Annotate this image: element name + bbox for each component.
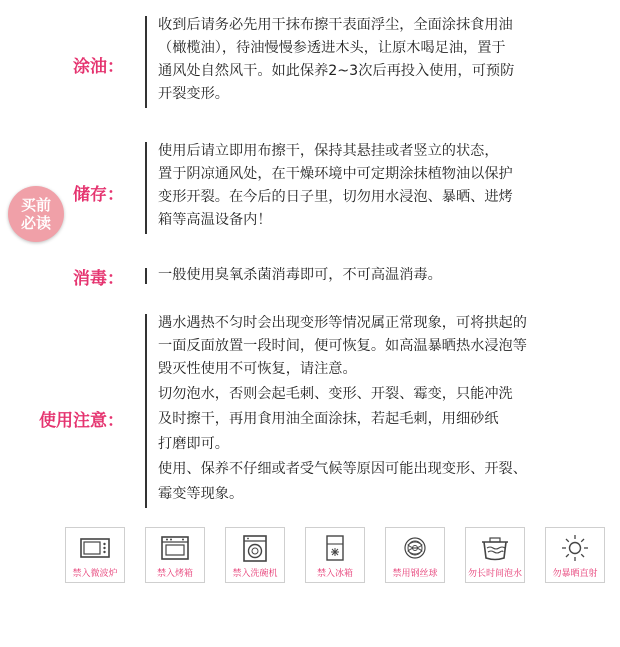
section-disinfect <box>0 263 620 289</box>
icon-caption: 禁用钢丝球 <box>392 569 438 579</box>
text-line: 及时擦干，再用食用油全面涂抹，若起毛刺，用细砂纸 <box>158 411 499 427</box>
section-label-usage-notes: 使用注意： <box>39 411 124 431</box>
section-label-storage: 储存： <box>73 185 124 205</box>
section-label-disinfect: 消毒： <box>73 269 124 289</box>
badge-line-1: 买前 <box>20 196 51 214</box>
text-line: 一面反面放置一段时间，便可恢复。如高温暴晒热水浸泡等 <box>158 338 527 354</box>
text-line: 一般使用臭氧杀菌消毒即可，不可高温消毒。 <box>158 267 442 283</box>
section-divider <box>145 314 147 508</box>
dishwasher-icon <box>238 533 272 563</box>
oven-icon <box>158 533 192 563</box>
text-line: 开裂变形。 <box>158 86 229 102</box>
section-usage-notes <box>0 310 620 510</box>
text-line: 变形开裂。在今后的日子里，切勿用水浸泡、暴晒、进烤 <box>158 189 513 205</box>
section-body-disinfect <box>158 264 598 287</box>
section-divider <box>145 16 147 108</box>
icon-caption: 禁入烤箱 <box>156 569 193 579</box>
icon-card-steel-wool <box>385 527 445 583</box>
text-line: 使用后请立即用布擦干，保持其悬挂或者竖立的状态， <box>158 143 499 159</box>
icon-card-oven <box>145 527 205 583</box>
section-body-storage <box>158 140 598 232</box>
icon-caption: 勿暴晒直射 <box>552 569 598 579</box>
text-line: 霉变等现象。 <box>158 486 244 502</box>
icon-caption: 禁入冰箱 <box>316 569 353 579</box>
microwave-icon <box>78 533 112 563</box>
icon-card-fridge <box>305 527 365 583</box>
text-line: 使用、保养不仔细或者受气候等原因可能出现变形、开裂、 <box>158 461 527 477</box>
warning-icon-row <box>65 527 605 587</box>
soak-icon <box>478 533 512 563</box>
icon-card-soak <box>465 527 525 583</box>
icon-card-dishwasher <box>225 527 285 583</box>
icon-card-microwave <box>65 527 125 583</box>
text-line: 打磨即可。 <box>158 436 229 452</box>
text-line: 切勿泡水，否则会起毛刺、变形、开裂、霉变，只能冲洗 <box>158 386 513 402</box>
section-divider <box>145 142 147 234</box>
text-line: （橄榄油），待油慢慢参透进木头，让原木喝足油，置于 <box>158 40 506 56</box>
section-storage <box>0 138 620 238</box>
icon-caption: 勿长时间泡水 <box>467 569 522 579</box>
section-body-usage-notes <box>158 312 598 506</box>
section-oiling <box>0 12 620 112</box>
steel-wool-icon <box>398 533 432 563</box>
section-body-oiling <box>158 14 598 106</box>
section-label-oiling: 涂油： <box>73 57 124 77</box>
sun-icon <box>558 533 592 563</box>
text-line: 遇水遇热不匀时会出现变形等情况属正常现象，可将拱起的 <box>158 315 527 331</box>
text-line: 置于阴凉通风处，在干燥环境中可定期涂抹植物油以保护 <box>158 166 513 182</box>
icon-card-sun <box>545 527 605 583</box>
fridge-icon <box>318 533 352 563</box>
text-line: 通风处自然风干。如此保养2~3次后再投入使用，可预防 <box>158 63 515 79</box>
icon-caption: 禁入洗碗机 <box>232 569 278 579</box>
icon-caption: 禁入微波炉 <box>72 569 118 579</box>
section-divider <box>145 268 147 284</box>
badge-line-2: 必读 <box>20 214 51 232</box>
text-line: 箱等高温设备内！ <box>158 212 272 228</box>
text-line: 毁灭性使用不可恢复，请注意。 <box>158 361 357 377</box>
text-line: 收到后请务必先用干抹布擦干表面浮尘，全面涂抹食用油 <box>158 17 513 33</box>
